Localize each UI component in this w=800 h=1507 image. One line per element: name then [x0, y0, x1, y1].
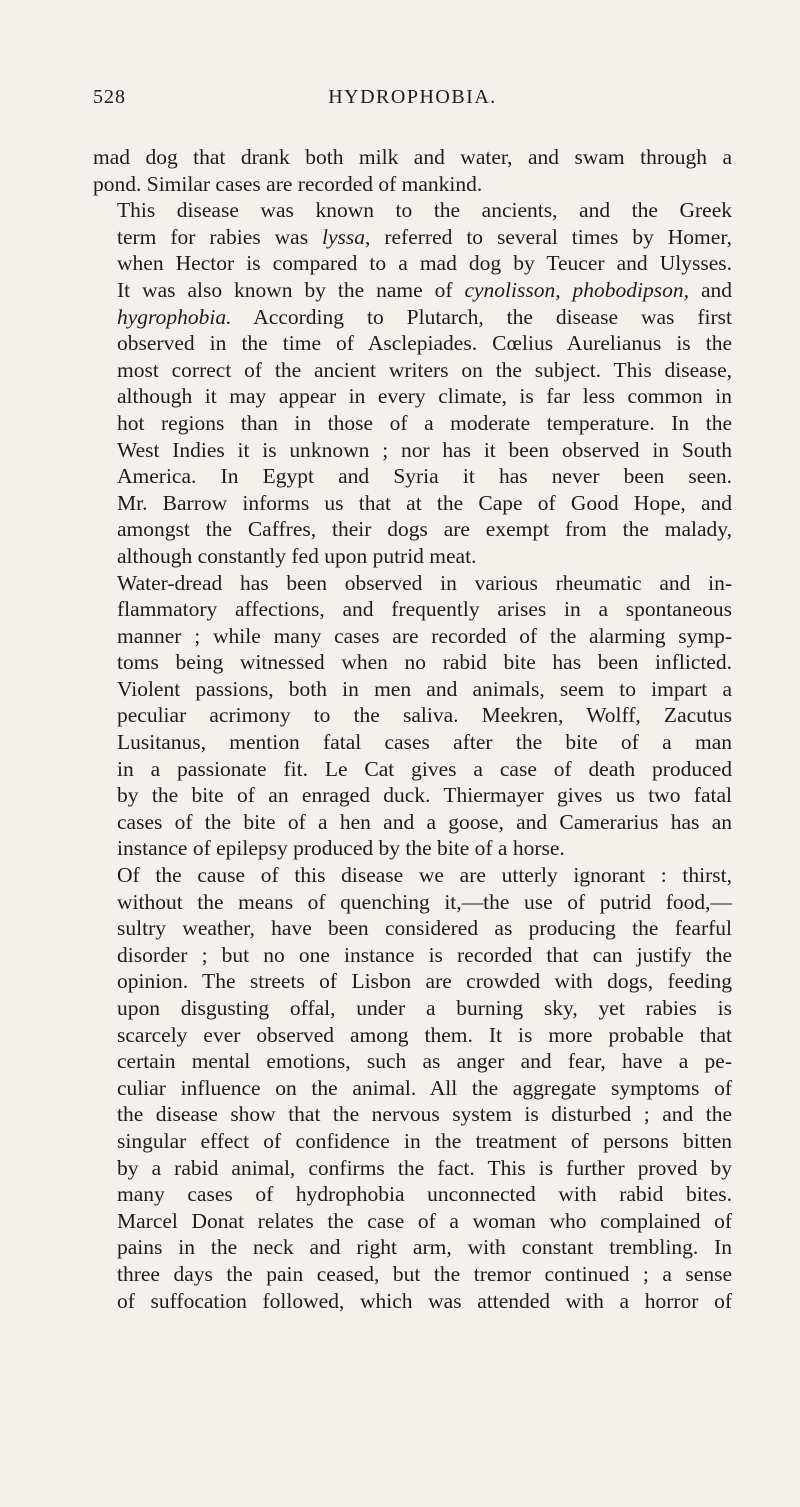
text-line: the disease show that the nervous system is disturbed ; and the — [117, 1102, 732, 1127]
page-header — [93, 86, 732, 114]
text-line: although it may appear in every climate, is far less common in — [117, 384, 732, 409]
text-line: flammatory affections, and frequently arises in a spontaneous — [117, 597, 732, 622]
text-line: by the bite of an enraged duck. Thiermayer gives us two fatal — [117, 783, 732, 808]
text-line: This disease was known to the ancients, and the Greek — [117, 198, 732, 223]
text-line: of suffocation followed, which was attended with a horror of — [117, 1288, 732, 1313]
text-line: most correct of the ancient writers on the subject. This disease, — [117, 357, 732, 382]
text-line: when Hector is compared to a mad dog by Teucer and Ulysses. — [117, 251, 732, 276]
text-line: instance of epilepsy produced by the bite of a horse. — [117, 836, 565, 861]
text-line: certain mental emotions, such as anger and fear, have a pe- — [117, 1049, 732, 1074]
running-head: HYDROPHOBIA. — [328, 86, 497, 108]
text-line: toms being witnessed when no rabid bite has been inflicted. — [117, 650, 732, 675]
italic-term: hygrophobia. — [117, 304, 232, 329]
text-line: It was also known by the name of cynolisson, phobodipson, and — [117, 277, 732, 302]
text-line: disorder ; but no one instance is recorded that can justify the — [117, 942, 732, 967]
body-text — [93, 144, 732, 1314]
text-line: in a passionate fit. Le Cat gives a case of death produced — [117, 756, 732, 781]
text-line: amongst the Caffres, their dogs are exempt from the malady, — [117, 517, 732, 542]
text-line: peculiar acrimony to the saliva. Meekren, Wolff, Zacutus — [117, 703, 732, 728]
text-line: culiar influence on the animal. All the aggregate symptoms of — [117, 1075, 732, 1100]
paragraph-1 — [93, 144, 732, 197]
text-line: Of the cause of this disease we are utterly ignorant : thirst, — [117, 863, 732, 888]
paragraph-4 — [93, 862, 732, 1314]
text-line: observed in the time of Asclepiades. Cœlius Aurelianus is the — [117, 331, 732, 356]
text-line: pains in the neck and right arm, with constant trembling. In — [117, 1235, 732, 1260]
paragraph-2 — [93, 197, 732, 569]
text-line: by a rabid animal, confirms the fact. This is further proved by — [117, 1155, 732, 1180]
text-line: Mr. Barrow informs us that at the Cape of Good Hope, and — [117, 490, 732, 515]
text-line: upon disgusting offal, under a burning sky, yet rabies is — [117, 996, 732, 1020]
text-line: Violent passions, both in men and animals, seem to impart a — [117, 676, 732, 701]
text-line: many cases of hydrophobia unconnected with rabid bites. — [117, 1182, 732, 1207]
text-line: three days the pain ceased, but the tremor continued ; a sense — [117, 1261, 732, 1286]
text-line: although constantly fed upon putrid meat. — [117, 543, 477, 568]
text-line: sultry weather, have been considered as producing the fearful — [117, 916, 732, 941]
text-line: scarcely ever observed among them. It is more probable that — [117, 1022, 732, 1047]
text-line: America. In Egypt and Syria it has never been seen. — [117, 464, 732, 489]
italic-term: cynolisson, phobodipson, — [464, 277, 690, 302]
text-line: term for rabies was lyssa, referred to several times by Homer, — [117, 224, 732, 249]
text-line: hygrophobia. According to Plutarch, the disease was first — [117, 304, 732, 329]
text-line: cases of the bite of a hen and a goose, and Camerarius has an — [117, 809, 732, 834]
text-line: pond. Similar cases are recorded of mankind. — [93, 171, 483, 196]
text-line: Marcel Donat relates the case of a woman who complained of — [117, 1208, 732, 1233]
text-line: singular effect of confidence in the treatment of persons bitten — [117, 1128, 732, 1153]
paragraph-3 — [93, 570, 732, 863]
text-line: Lusitanus, mention fatal cases after the bite of a man — [117, 730, 732, 755]
text-line: Water-dread has been observed in various rheumatic and in- — [117, 570, 732, 595]
book-page — [0, 86, 800, 1507]
text-line: manner ; while many cases are recorded of the alarming symp- — [117, 623, 732, 648]
text-line: mad dog that drank both milk and water, and swam through a — [93, 145, 732, 169]
text-line: without the means of quenching it,—the use of putrid food,— — [117, 889, 732, 914]
text-line: West Indies it is unknown ; nor has it been observed in South — [117, 437, 732, 462]
text-line: hot regions than in those of a moderate temperature. In the — [117, 410, 732, 435]
text-line: opinion. The streets of Lisbon are crowded with dogs, feeding — [117, 969, 732, 994]
page-number: 528 — [93, 86, 126, 108]
italic-term: lyssa — [322, 224, 366, 249]
